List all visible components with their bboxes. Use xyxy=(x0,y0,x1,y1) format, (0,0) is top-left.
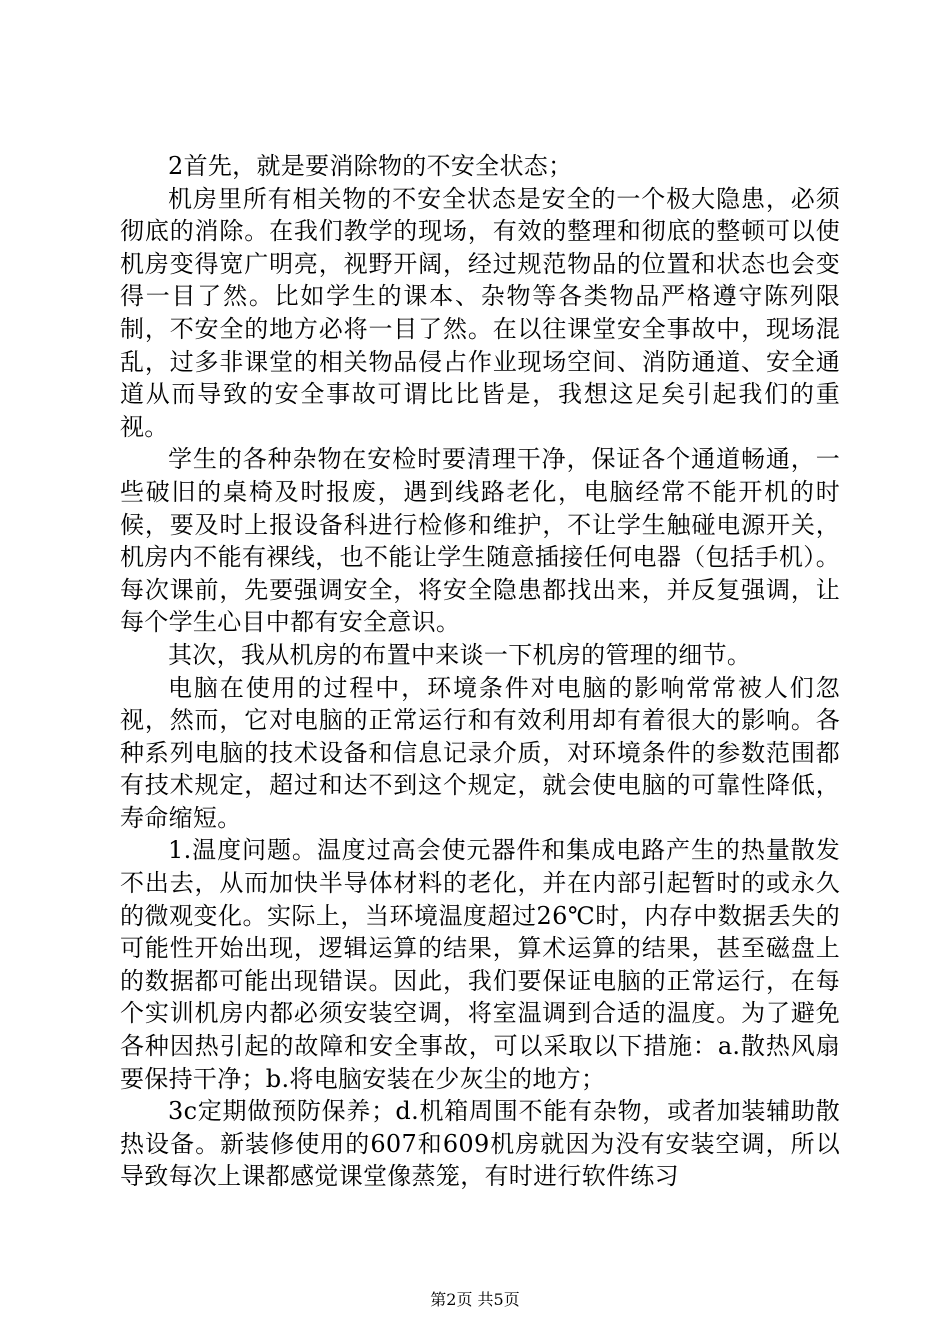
page-footer: 第2页 共5页 xyxy=(430,1290,520,1309)
paragraph: 3c定期做预防保养；d.机箱周围不能有杂物，或者加装辅助散热设备。新装修使用的607和609机房就因为没有安装空调，所以导致每次上课都感觉课堂像蒸笼，有时进行软件练习 xyxy=(120,1097,840,1191)
paragraph: 电脑在使用的过程中，环境条件对电脑的影响常常被人们忽视，然而，它对电脑的正常运行和有效利用却有着很大的影响。各种系列电脑的技术设备和信息记录介质，对环境条件的参数范围都有技术规定，超过和达不到这个规定，就会使电脑的可靠性降低，寿命缩短。 xyxy=(120,673,840,832)
paragraph: 学生的各种杂物在安检时要清理干净，保证各个通道畅通，一些破旧的桌椅及时报废，遇到线路老化，电脑经常不能开机的时候，要及时上报设备科进行检修和维护，不让学生触碰电源开关，机房内不能有裸线，也不能让学生随意插接任何电器（包括手机）。每次课前，先要强调安全，将安全隐患都找出来，并反复强调，让每个学生心目中都有安全意识。 xyxy=(120,445,840,637)
paragraph: 机房里所有相关物的不安全状态是安全的一个极大隐患，必须彻底的消除。在我们教学的现场，有效的整理和彻底的整顿可以使机房变得宽广明亮，视野开阔，经过规范物品的位置和状态也会变得一目了然。比如学生的课本、杂物等各类物品严格遵守陈列限制，不安全的地方必将一目了然。在以往课堂安全事故中，现场混乱，过多非课堂的相关物品侵占作业现场空间、消防通道、安全通道从而导致的安全事故可谓比比皆是，我想这足矣引起我们的重视。 xyxy=(120,184,840,441)
paragraph: 1.温度问题。温度过高会使元器件和集成电路产生的热量散发不出去，从而加快半导体材料的老化，并在内部引起暂时的或永久的微观变化。实际上，当环境温度超过26℃时，内存中数据丢失的可能性开始出现，逻辑运算的结果，算术运算的结果，甚至磁盘上的数据都可能出现错误。因此，我们要保证电脑的正常运行，在每个实训机房内都必须安装空调，将室温调到合适的温度。为了避免各种因热引起的故障和安全事故，可以采取以下措施：a.散热风扇要保持干净；b.将电脑安装在少灰尘的地方； xyxy=(120,836,840,1093)
paragraph: 其次，我从机房的布置中来谈一下机房的管理的细节。 xyxy=(168,640,752,669)
document-body xyxy=(120,150,840,1193)
paragraph: 2首先，就是要消除物的不安全状态； xyxy=(168,152,573,180)
